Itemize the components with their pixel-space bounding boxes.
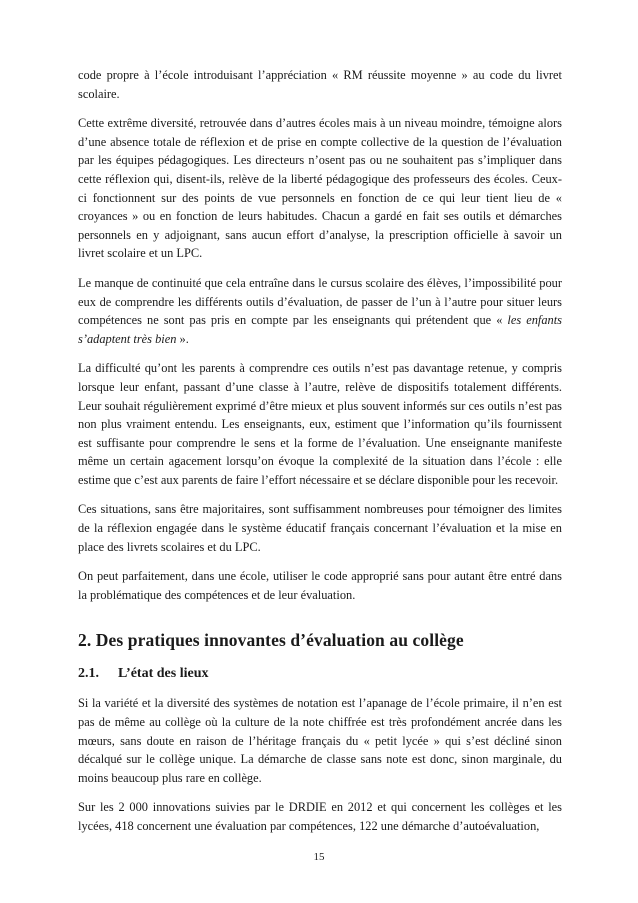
subsection-number: 2.1. — [78, 666, 99, 682]
paragraph-3 — [78, 274, 562, 348]
paragraph-7: Si la variété et la diversité des systèmes de notation est l’apanage de l’école primaire, il n’en est pas de même au collège où la culture de la note chiffrée est très profondément ancrée dans les mœurs, sans doute en raison de l’héritage français du « petit lycée » qui s’est décliné sinon décalqué sur le collège unique. La démarche de classe sans note est donc, sinon marginale, du moins beaucoup plus rare en collège. — [78, 696, 562, 785]
document-page — [78, 66, 562, 847]
paragraph-3-text: Le manque de continuité que cela entraîne dans le cursus scolaire des élèves, l’impossibilité pour eux de comprendre les différents outils d’évaluation, de passer de l’un à l’autre pour situer leurs compétences ne sont pas pris en compte par les enseignants qui prétendent que — [78, 275, 562, 328]
paragraph-8: Sur les 2 000 innovations suivies par le DRDIE en 2012 et qui concernent les collèges et les lycées, 418 concernent une évaluation par compétences, 122 une démarche d’autoévaluation, — [78, 800, 562, 833]
subsection-title: L’état des lieux — [118, 666, 209, 682]
page-number: 15 — [313, 851, 325, 863]
quote-close: ». — [176, 331, 189, 346]
paragraph-6: On peut parfaitement, dans une école, utiliser le code approprié sans pour autant être entré dans la problématique des compétences et de leur évaluation. — [78, 569, 562, 602]
section-heading: 2. Des pratiques innovantes d’évaluation au collège — [78, 630, 464, 651]
paragraph-4: La difficulté qu’ont les parents à comprendre ces outils n’est pas davantage retenue, y compris lorsque leur enfant, passant d’une classe à l’autre, relève de dispositifs totalement différents. Leur souhait régulièrement exprimé d’être mieux et plus souvent informés sur ces outils n’est pas non plus vraiment entendu. Les enseignants, eux, estiment que l’information qu’ils fournissent est suffisante pour comprendre le sens et la forme de l’évaluation. Une enseignante manifeste même un certain agacement lorsqu’on évoque la complexité de la situation dans l’école : elle estime que c’est aux parents de faire l’effort nécessaire et se déclare disponible pour les recevoir. — [78, 361, 562, 487]
quote-open: « — [496, 313, 508, 328]
paragraph-1: code propre à l’école introduisant l’appréciation « RM réussite moyenne » au code du livret scolaire. — [78, 68, 562, 101]
paragraph-5: Ces situations, sans être majoritaires, sont suffisamment nombreuses pour témoigner des limites de la réflexion engagée dans le système éducatif français concernant l’évaluation et la mise en place des livrets scolaires et du LPC. — [78, 502, 562, 554]
paragraph-3-quote: les enfants s’adaptent très bien — [78, 313, 562, 346]
subsection-heading — [78, 665, 562, 683]
paragraph-2: Cette extrême diversité, retrouvée dans d’autres écoles mais à un niveau moindre, témoigne alors d’une absence totale de réflexion et de prise en compte collective de la question de l’évaluation par les équipes pédagogiques. Les directeurs n’osent pas ou ne souhaitent pas s’impliquer dans cette réflexion qui, disent-ils, relève de la liberté pédagogique des professeurs des écoles. Ceux-ci fonctionnent sur des points de vue personnels en fonction de ce qui leur tient lieu de « croyances » ou en fonction de leurs habitudes. Chacun a gardé en fait ses outils et démarches personnels en y adjoignant, sans aucun effort d’analyse, la prescription officielle à savoir un livret scolaire et un LPC. — [78, 116, 562, 261]
